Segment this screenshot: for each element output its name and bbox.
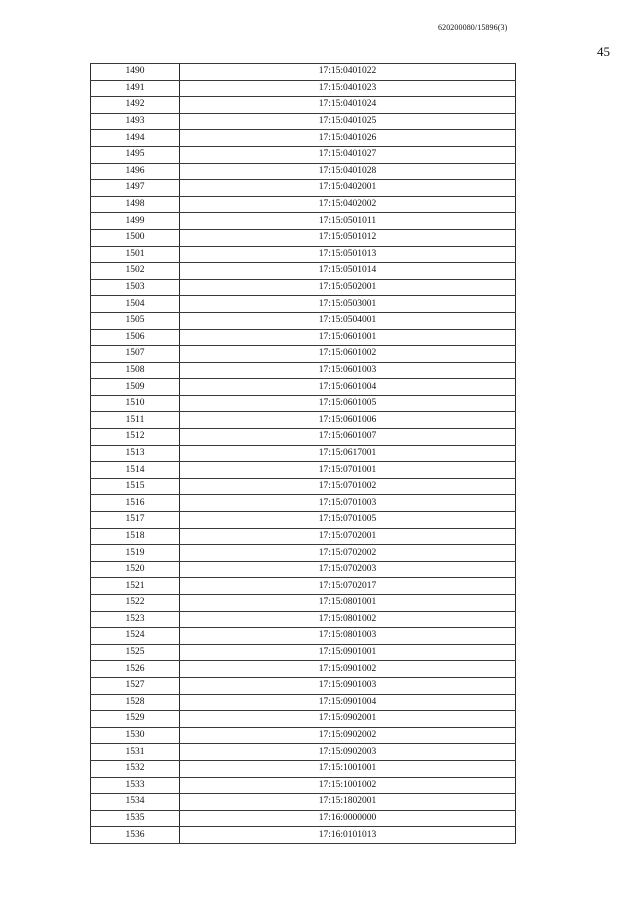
cadastral-code-cell: 17:15:0701001 (180, 462, 516, 479)
table-row (91, 412, 516, 429)
row-number-cell: 1525 (91, 644, 180, 661)
table-row (91, 196, 516, 213)
row-number-cell: 1526 (91, 661, 180, 678)
row-number-cell: 1524 (91, 628, 180, 645)
table-row (91, 528, 516, 545)
table-row (91, 727, 516, 744)
cadastral-code-cell: 17:15:0902003 (180, 744, 516, 761)
row-number-cell: 1492 (91, 97, 180, 114)
cadastral-code-cell: 17:15:0901001 (180, 644, 516, 661)
cadastral-code-cell: 17:15:0402001 (180, 180, 516, 197)
cadastral-code-cell: 17:15:1001001 (180, 760, 516, 777)
cadastral-code-cell: 17:15:0401025 (180, 113, 516, 130)
table-row (91, 312, 516, 329)
row-number-cell: 1516 (91, 495, 180, 512)
row-number-cell: 1502 (91, 263, 180, 280)
document-reference: 620200080/15896(3) (438, 23, 508, 32)
row-number-cell: 1513 (91, 445, 180, 462)
cadastral-code-cell: 17:15:0617001 (180, 445, 516, 462)
cadastral-code-cell: 17:15:0801002 (180, 611, 516, 628)
row-number-cell: 1536 (91, 827, 180, 844)
row-number-cell: 1509 (91, 379, 180, 396)
cadastral-code-cell: 17:15:0601003 (180, 362, 516, 379)
row-number-cell: 1518 (91, 528, 180, 545)
table-row (91, 346, 516, 363)
cadastral-code-cell: 17:15:0801003 (180, 628, 516, 645)
row-number-cell: 1508 (91, 362, 180, 379)
cadastral-code-cell: 17:15:0701005 (180, 512, 516, 529)
table-row (91, 711, 516, 728)
table-row (91, 229, 516, 246)
table-row (91, 644, 516, 661)
row-number-cell: 1497 (91, 180, 180, 197)
cadastral-code-cell: 17:15:0702003 (180, 561, 516, 578)
row-number-cell: 1527 (91, 677, 180, 694)
row-number-cell: 1505 (91, 312, 180, 329)
cadastral-code-cell: 17:15:0501014 (180, 263, 516, 280)
table-row (91, 296, 516, 313)
table-row (91, 362, 516, 379)
cadastral-code-cell: 17:15:0501011 (180, 213, 516, 230)
row-number-cell: 1510 (91, 395, 180, 412)
row-number-cell: 1523 (91, 611, 180, 628)
table-row (91, 445, 516, 462)
table-row (91, 545, 516, 562)
table-row (91, 163, 516, 180)
table-body (91, 64, 516, 844)
row-number-cell: 1521 (91, 578, 180, 595)
row-number-cell: 1504 (91, 296, 180, 313)
cadastral-code-cell: 17:16:0000000 (180, 810, 516, 827)
table-row (91, 794, 516, 811)
row-number-cell: 1490 (91, 64, 180, 81)
row-number-cell: 1535 (91, 810, 180, 827)
table-row (91, 595, 516, 612)
cadastral-code-cell: 17:15:0601006 (180, 412, 516, 429)
cadastral-code-cell: 17:15:1001002 (180, 777, 516, 794)
row-number-cell: 1532 (91, 760, 180, 777)
table-row (91, 810, 516, 827)
row-number-cell: 1530 (91, 727, 180, 744)
cadastral-code-cell: 17:15:0901002 (180, 661, 516, 678)
cadastral-code-cell: 17:15:0503001 (180, 296, 516, 313)
row-number-cell: 1494 (91, 130, 180, 147)
row-number-cell: 1531 (91, 744, 180, 761)
cadastral-code-cell: 17:15:0401027 (180, 146, 516, 163)
table-row (91, 827, 516, 844)
table-row (91, 246, 516, 263)
table-row (91, 395, 516, 412)
cadastral-code-cell: 17:15:0901003 (180, 677, 516, 694)
row-number-cell: 1511 (91, 412, 180, 429)
table-row (91, 429, 516, 446)
cadastral-code-cell: 17:15:0601007 (180, 429, 516, 446)
table-row (91, 661, 516, 678)
cadastral-code-cell: 17:15:0401023 (180, 80, 516, 97)
row-number-cell: 1495 (91, 146, 180, 163)
table-row (91, 263, 516, 280)
cadastral-code-cell: 17:15:1802001 (180, 794, 516, 811)
table-row (91, 130, 516, 147)
cadastral-code-cell: 17:15:0502001 (180, 279, 516, 296)
table-row (91, 495, 516, 512)
cadastral-code-cell: 17:15:0501013 (180, 246, 516, 263)
cadastral-code-cell: 17:15:0601001 (180, 329, 516, 346)
table-row (91, 279, 516, 296)
table-row (91, 777, 516, 794)
cadastral-code-cell: 17:15:0501012 (180, 229, 516, 246)
table-row (91, 561, 516, 578)
cadastral-code-cell: 17:15:0702001 (180, 528, 516, 545)
table-row (91, 213, 516, 230)
table-row (91, 760, 516, 777)
table-row (91, 113, 516, 130)
table-row (91, 478, 516, 495)
row-number-cell: 1501 (91, 246, 180, 263)
cadastral-code-cell: 17:15:0901004 (180, 694, 516, 711)
row-number-cell: 1515 (91, 478, 180, 495)
row-number-cell: 1500 (91, 229, 180, 246)
row-number-cell: 1529 (91, 711, 180, 728)
table-row (91, 578, 516, 595)
row-number-cell: 1534 (91, 794, 180, 811)
row-number-cell: 1503 (91, 279, 180, 296)
row-number-cell: 1499 (91, 213, 180, 230)
row-number-cell: 1514 (91, 462, 180, 479)
cadastral-code-cell: 17:15:0902002 (180, 727, 516, 744)
table-row (91, 379, 516, 396)
row-number-cell: 1512 (91, 429, 180, 446)
cadastral-code-cell: 17:15:0401028 (180, 163, 516, 180)
cadastral-code-cell: 17:15:0902001 (180, 711, 516, 728)
cadastral-code-cell: 17:15:0504001 (180, 312, 516, 329)
cadastral-code-cell: 17:15:0401026 (180, 130, 516, 147)
cadastral-code-cell: 17:15:0601004 (180, 379, 516, 396)
cadastral-register-table (90, 63, 516, 844)
table-row (91, 677, 516, 694)
table-row (91, 512, 516, 529)
table-row (91, 462, 516, 479)
table-row (91, 329, 516, 346)
cadastral-code-cell: 17:15:0701002 (180, 478, 516, 495)
cadastral-code-cell: 17:16:0101013 (180, 827, 516, 844)
row-number-cell: 1528 (91, 694, 180, 711)
cadastral-code-cell: 17:15:0702002 (180, 545, 516, 562)
table-row (91, 180, 516, 197)
cadastral-code-cell: 17:15:0402002 (180, 196, 516, 213)
row-number-cell: 1520 (91, 561, 180, 578)
row-number-cell: 1522 (91, 595, 180, 612)
row-number-cell: 1519 (91, 545, 180, 562)
table-row (91, 694, 516, 711)
row-number-cell: 1493 (91, 113, 180, 130)
table-row (91, 97, 516, 114)
row-number-cell: 1517 (91, 512, 180, 529)
table-row (91, 80, 516, 97)
table-row (91, 628, 516, 645)
row-number-cell: 1506 (91, 329, 180, 346)
cadastral-code-cell: 17:15:0701003 (180, 495, 516, 512)
row-number-cell: 1533 (91, 777, 180, 794)
table-row (91, 744, 516, 761)
page-number: 45 (597, 44, 610, 59)
cadastral-code-cell: 17:15:0401024 (180, 97, 516, 114)
table-row (91, 146, 516, 163)
row-number-cell: 1498 (91, 196, 180, 213)
cadastral-code-cell: 17:15:0702017 (180, 578, 516, 595)
row-number-cell: 1491 (91, 80, 180, 97)
row-number-cell: 1507 (91, 346, 180, 363)
cadastral-code-cell: 17:15:0801001 (180, 595, 516, 612)
table-row (91, 64, 516, 81)
table-row (91, 611, 516, 628)
cadastral-code-cell: 17:15:0601002 (180, 346, 516, 363)
cadastral-code-cell: 17:15:0401022 (180, 64, 516, 81)
row-number-cell: 1496 (91, 163, 180, 180)
cadastral-code-cell: 17:15:0601005 (180, 395, 516, 412)
